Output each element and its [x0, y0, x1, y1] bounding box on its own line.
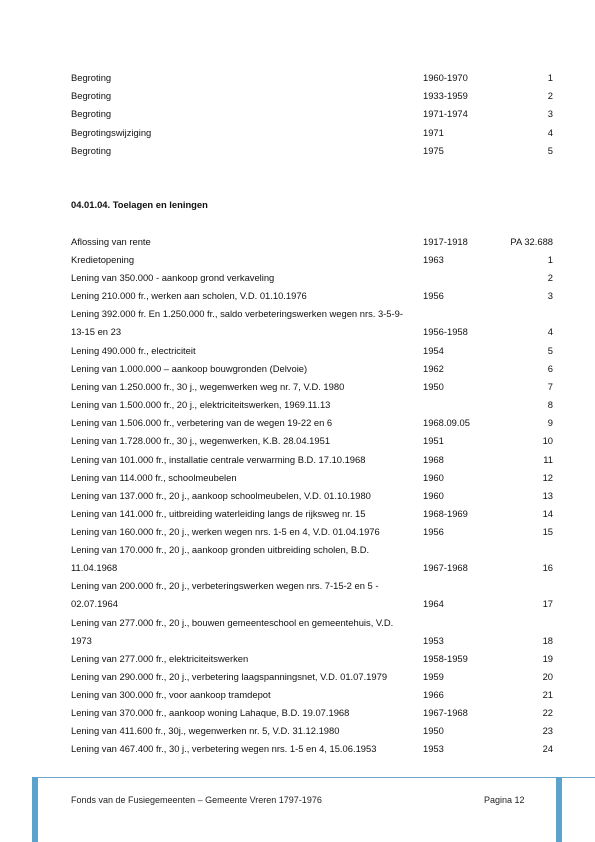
item-number: 11 [543, 454, 553, 465]
list-item [71, 287, 553, 305]
item-description: Lening van 290.000 fr., 20 j., verbetering laagspanningsnet, V.D. 01.07.1979 [71, 671, 388, 682]
list-item [71, 541, 553, 577]
item-date: 1967-1968 [423, 562, 468, 573]
item-description: Begroting [71, 145, 112, 156]
item-number: 9 [547, 417, 553, 428]
list-item [71, 523, 553, 541]
item-date: 1959 [423, 671, 444, 682]
item-number: 20 [542, 671, 553, 682]
item-number: 22 [542, 707, 553, 718]
item-date: 1971-1974 [423, 108, 468, 119]
item-date: 1960 [423, 472, 444, 483]
item-description: Lening 392.000 fr. En 1.250.000 fr., saldo verbeteringswerken wegen nrs. 3-5-9-13-15 en 23 [71, 308, 403, 337]
item-date: 1967-1968 [423, 707, 468, 718]
item-number: 4 [547, 326, 553, 337]
item-description: Lening van 160.000 fr., 20 j., werken wegen nrs. 1-5 en 4, V.D. 01.04.1976 [71, 526, 380, 537]
list-item [71, 269, 553, 287]
item-description: Lening van 200.000 fr., 20 j., verbeteringswerken wegen nrs. 7-15-2 en 5 - 02.07.1964 [71, 580, 379, 609]
item-date: 1964 [423, 598, 444, 609]
item-number: 7 [547, 381, 553, 392]
item-number: 1 [547, 254, 553, 265]
item-number: 3 [547, 108, 553, 119]
item-date: 1950 [423, 381, 444, 392]
item-number: 12 [542, 472, 553, 483]
item-description: Lening van 1.500.000 fr., 20 j., elektriciteitswerken, 1969.11.13 [71, 399, 331, 410]
list-item [71, 650, 553, 668]
item-number: 19 [542, 653, 553, 664]
list-item [71, 614, 553, 650]
item-description: Lening van 170.000 fr., 20 j., aankoop gronden uitbreiding scholen, B.D. 11.04.1968 [71, 544, 370, 573]
list-item [71, 577, 553, 613]
item-description: Lening van 370.000 fr., aankoop woning Lahaque, B.D. 19.07.1968 [71, 707, 350, 718]
list-item [71, 414, 553, 432]
item-number: 2 [547, 272, 553, 283]
footer-title: Fonds van de Fusiegemeenten – Gemeente Vreren 1797-1976 [71, 795, 322, 805]
item-description: Lening van 101.000 fr., installatie centrale verwarming B.D. 17.10.1968 [71, 454, 366, 465]
item-description: Lening van 300.000 fr., voor aankoop tramdepot [71, 689, 271, 700]
list-item [71, 505, 553, 523]
item-date: 1953 [423, 743, 444, 754]
item-description: Kredietopening [71, 254, 135, 265]
item-description: Lening van 277.000 fr., elektriciteitswerken [71, 653, 249, 664]
item-date: 1971 [423, 127, 444, 138]
item-description: Lening van 467.400 fr., 30 j., verbetering wegen nrs. 1-5 en 4, 15.06.1953 [71, 743, 377, 754]
list-item [71, 451, 553, 469]
item-description: Begroting [71, 90, 112, 101]
list-item [71, 87, 553, 105]
item-number: 21 [542, 689, 553, 700]
item-date: 1963 [423, 254, 444, 265]
list-item [71, 396, 553, 414]
item-number: 24 [542, 743, 553, 754]
item-description: Lening van 137.000 fr., 20 j., aankoop schoolmeubelen, V.D. 01.10.1980 [71, 490, 371, 501]
item-number: 3 [547, 290, 553, 301]
item-date: 1917-1918 [423, 236, 468, 247]
list-item [71, 105, 553, 123]
item-number: 2 [547, 90, 553, 101]
item-date: 1954 [423, 345, 444, 356]
footer-right-bar [556, 777, 562, 842]
item-number: 14 [542, 508, 553, 519]
list-item [71, 124, 553, 142]
list-item [71, 69, 553, 87]
item-number: 6 [547, 363, 553, 374]
item-date: 1933-1959 [423, 90, 468, 101]
item-date: 1968 [423, 454, 444, 465]
list-item [71, 233, 553, 251]
page-number: Pagina 12 [484, 795, 525, 805]
item-number: 17 [542, 598, 553, 609]
item-date: 1953 [423, 635, 444, 646]
item-date: 1958-1959 [423, 653, 468, 664]
item-date: 1960-1970 [423, 72, 468, 83]
section-heading: 04.01.04. Toelagen en leningen [71, 199, 208, 210]
item-number: 16 [542, 562, 553, 573]
item-date: 1960 [423, 490, 444, 501]
footer-left-bar [32, 777, 38, 842]
item-number: 8 [547, 399, 553, 410]
list-item [71, 487, 553, 505]
item-description: Lening 490.000 fr., electriciteit [71, 345, 196, 356]
list-item [71, 378, 553, 396]
item-description: Begroting [71, 108, 112, 119]
footer-divider [32, 777, 595, 778]
item-description: Aflossing van rente [71, 236, 151, 247]
item-date: 1951 [423, 435, 444, 446]
item-date: 1950 [423, 725, 444, 736]
item-date: 1962 [423, 363, 444, 374]
item-date: 1956 [423, 526, 444, 537]
item-date: 1968-1969 [423, 508, 468, 519]
item-number: 15 [542, 526, 553, 537]
item-description: Lening van 141.000 fr., uitbreiding waterleiding langs de rijksweg nr. 15 [71, 508, 366, 519]
item-description: Begrotingswijziging [71, 127, 152, 138]
item-description: Lening van 350.000 - aankoop grond verkaveling [71, 272, 275, 283]
item-date: 1968.09.05 [423, 417, 470, 428]
item-date: 1956 [423, 290, 444, 301]
item-number: 10 [542, 435, 553, 446]
item-description: Lening van 1.506.000 fr., verbetering van de wegen 19-22 en 6 [71, 417, 333, 428]
item-description: Lening van 277.000 fr., 20 j., bouwen gemeenteschool en gemeentehuis, V.D. 1973 [71, 617, 394, 646]
item-number: 5 [547, 345, 553, 356]
item-number: 18 [542, 635, 553, 646]
item-description: Lening van 114.000 fr., schoolmeubelen [71, 472, 237, 483]
list-item [71, 740, 553, 758]
item-number: 5 [547, 145, 553, 156]
list-item [71, 142, 553, 160]
list-item [71, 251, 553, 269]
item-number: 1 [547, 72, 553, 83]
item-number: 13 [542, 490, 553, 501]
list-item [71, 686, 553, 704]
item-description: Lening van 1.728.000 fr., 30 j., wegenwerken, K.B. 28.04.1951 [71, 435, 331, 446]
list-item [71, 305, 553, 341]
list-item [71, 704, 553, 722]
item-date: 1966 [423, 689, 444, 700]
item-number: PA 32.688 [510, 236, 553, 247]
list-item [71, 360, 553, 378]
item-description: Lening van 1.000.000 – aankoop bouwgronden (Delvoie) [71, 363, 308, 374]
list-item [71, 668, 553, 686]
item-description: Lening van 1.250.000 fr., 30 j., wegenwerken weg nr. 7, V.D. 1980 [71, 381, 345, 392]
list-item [71, 469, 553, 487]
item-date: 1975 [423, 145, 444, 156]
item-number: 4 [547, 127, 553, 138]
item-description: Begroting [71, 72, 112, 83]
item-date: 1956-1958 [423, 326, 468, 337]
item-number: 23 [542, 725, 553, 736]
list-item [71, 432, 553, 450]
item-description: Lening van 411.600 fr., 30j., wegenwerken nr. 5, V.D. 31.12.1980 [71, 725, 340, 736]
list-item [71, 342, 553, 360]
list-item [71, 722, 553, 740]
item-description: Lening 210.000 fr., werken aan scholen, V.D. 01.10.1976 [71, 290, 307, 301]
